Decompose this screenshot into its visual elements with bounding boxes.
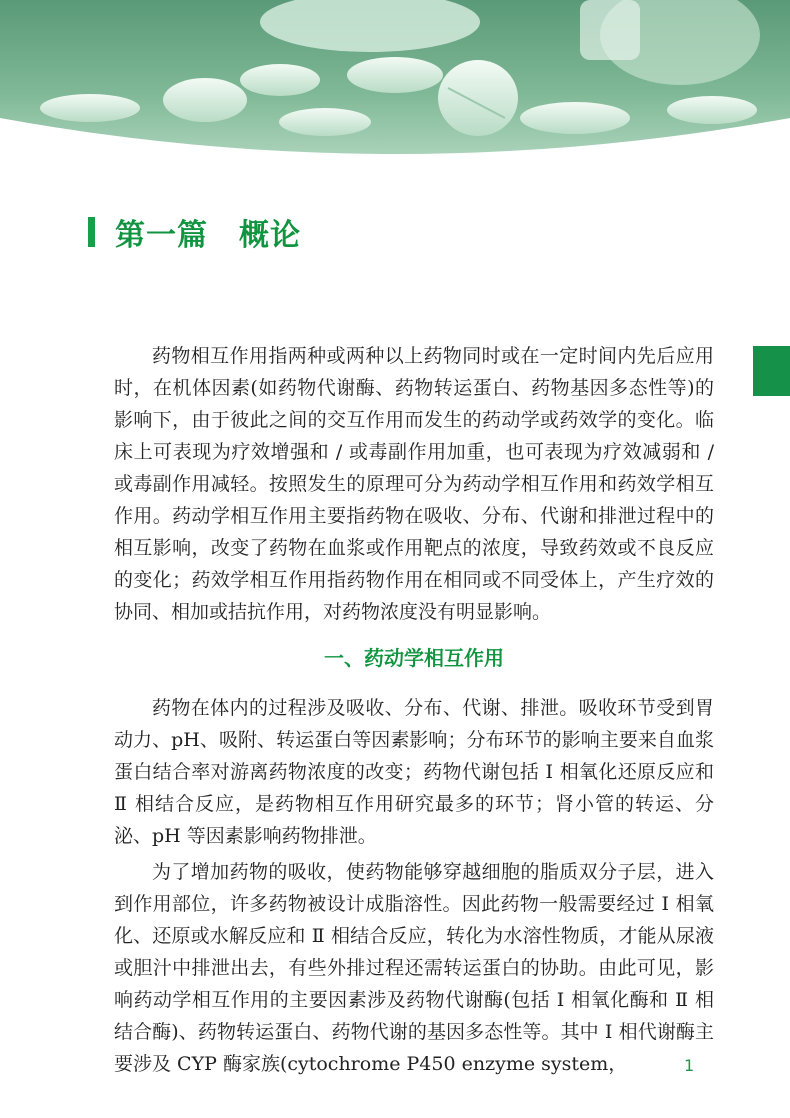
chapter-marker-bar <box>88 217 95 247</box>
paragraph-2: 药物在体内的过程涉及吸收、分布、代谢、排泄。吸收环节受到胃动力、pH、吸附、转运蛋白等因素影响；分布环节的影响主要来自血浆蛋白结合率对游离药物浓度的改变；药物代谢包括 Ⅰ 相氧化还原反应和 Ⅱ 相结合反应，是药物相互作用研究最多的环节；肾小管的转运、分泌、pH 等因素影响药物排泄。 <box>114 697 714 847</box>
page-number: 1 <box>684 1056 695 1075</box>
section-title: 一、药动学相互作用 <box>324 646 504 670</box>
chapter-heading <box>88 212 301 252</box>
intro-paragraph: 药物相互作用指两种或两种以上药物同时或在一定时间内先后应用时，在机体因素(如药物代谢酶、药物转运蛋白、药物基因多态性等)的影响下，由于彼此之间的交互作用而发生的药动学或药效学的变化。临床上可表现为疗效增强和 / 或毒副作用加重，也可表现为疗效减弱和 / 或毒副作用减轻。按照发生的原理可分为药动学相互作用和药效学相互作用。药动学相互作用主要指药物在吸收、分布、代谢和排泄过程中的相互影响，改变了药物在血浆或作用靶点的浓度，导致药效或不良反应的变化；药效学相互作用指药物作用在相同或不同受体上，产生疗效的协同、相加或拮抗作用，对药物浓度没有明显影响。 <box>114 345 714 623</box>
paragraph-3: 为了增加药物的吸收，使药物能够穿越细胞的脂质双分子层，进入到作用部位，许多药物被设计成脂溶性。因此药物一般需要经过 Ⅰ 相氧化、还原或水解反应和 Ⅱ 相结合反应，转化为水溶性物质，才能从尿液或胆汁中排泄出去，有些外排过程还需转运蛋白的协助。由此可见，影响药动学相互作用的主要因素涉及药物代谢酶(包括 Ⅰ 相氧化酶和 Ⅱ 相结合酶)、药物转运蛋白、药物代谢的基因多态性等。其中 Ⅰ 相代谢酶主要涉及 CYP 酶家族(cytochrome P450 enzyme system， <box>114 861 714 1075</box>
pill-banner-image <box>0 0 790 165</box>
chapter-title: 第一篇 概论 <box>115 218 301 253</box>
body-text <box>114 340 714 1084</box>
side-tab-marker <box>753 346 790 396</box>
